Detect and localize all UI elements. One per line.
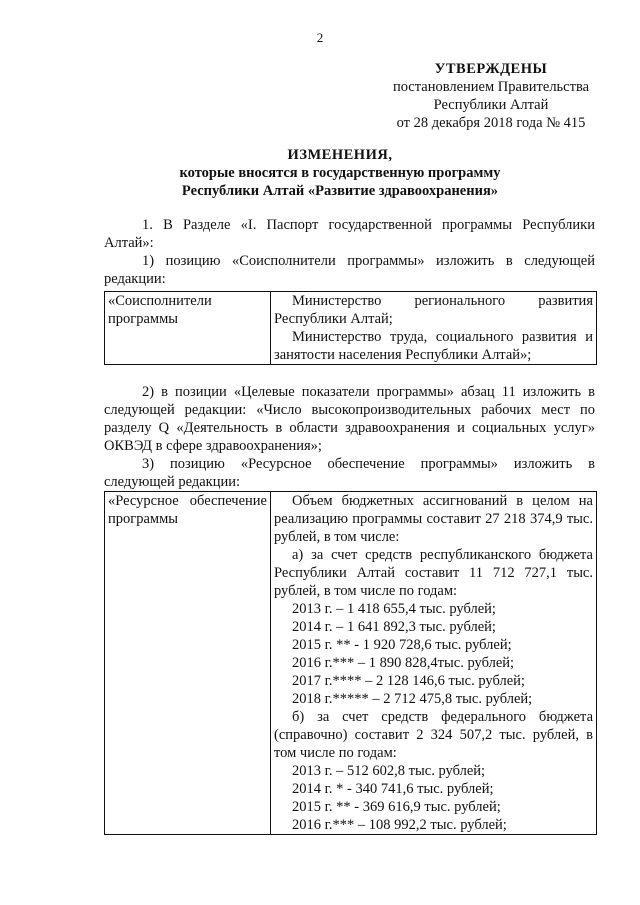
resources-intro: Объем бюджетных ассигнований в целом на реализацию программы составит 27 218 374,9 тыс. рублей, в том числе: <box>274 493 593 545</box>
section-b: б) за счет средств федерального бюджета (справочно) составит 2 324 507,2 тыс. рублей, в том числе по годам: <box>274 709 593 761</box>
year-line: 2013 г. – 1 418 655,4 тыс. рублей; <box>292 601 496 617</box>
year-line: 2015 г. ** - 1 920 728,6 тыс. рублей; <box>292 637 512 653</box>
approval-line: Республики Алтай <box>433 97 549 113</box>
approval-line: постановлением Правительства <box>392 79 590 95</box>
year-line: 2014 г. – 1 641 892,3 тыс. рублей; <box>292 619 496 635</box>
heading-subtitle: которые вносятся в государственную программу <box>179 165 501 181</box>
table-row <box>105 292 597 365</box>
year-line: 2016 г.*** – 108 992,2 тыс. рублей; <box>292 817 507 833</box>
coexecutor-item: Министерство регионального развития Республики Алтай; <box>274 293 593 327</box>
resources-label: «Ресурсное обеспечение программы <box>108 493 267 527</box>
page-number: 2 <box>316 30 324 45</box>
paragraph-2: 1) позицию «Соисполнители программы» изложить в следующей редакции: <box>104 253 595 287</box>
table-label-cell <box>105 292 271 365</box>
year-line: 2018 г.***** – 2 712 475,8 тыс. рублей; <box>292 691 533 707</box>
approval-block <box>380 60 602 132</box>
year-line: 2016 г.*** – 1 890 828,4тыс. рублей; <box>292 655 515 671</box>
coexecutor-item: Министерство труда, социального развития и занятости населения Республики Алтай»; <box>274 329 593 363</box>
table-row <box>105 492 597 835</box>
table-value-cell <box>271 492 597 835</box>
paragraph-1: 1. В Разделе «I. Паспорт государственной программы Республики Алтай»: <box>104 217 595 251</box>
year-line: 2017 г.**** – 2 128 146,6 тыс. рублей; <box>292 673 525 689</box>
heading-subtitle: Республики Алтай «Развитие здравоохранения» <box>181 183 499 199</box>
table-label-cell <box>105 492 271 835</box>
approval-line: от 28 декабря 2018 года № 415 <box>396 115 586 131</box>
paragraph-3: 2) в позиции «Целевые показатели программы» абзац 11 изложить в следующей редакции: «Число высокопроизводительных рабочих мест по разделу Q «Деятельность в области здравоохранения и социальных услуг» ОКВЭД в сфере здравоохранения»; <box>104 384 595 454</box>
table-value-cell <box>271 292 597 365</box>
section-a: а) за счет средств республиканского бюджета Республики Алтай составит 11 712 727,1 тыс. рублей, в том числе по годам: <box>274 547 593 599</box>
year-line: 2013 г. – 512 602,8 тыс. рублей; <box>292 763 486 779</box>
document-heading <box>90 146 590 200</box>
paragraph-4: 3) позицию «Ресурсное обеспечение программы» изложить в следующей редакции: <box>104 456 595 490</box>
coexecutors-label: «Соисполнители программы <box>108 293 212 327</box>
coexecutors-table <box>104 291 597 365</box>
year-line: 2015 г. ** - 369 616,9 тыс. рублей; <box>292 799 501 815</box>
approval-title: УТВЕРЖДЕНЫ <box>434 61 548 77</box>
year-line: 2014 г. * - 340 741,6 тыс. рублей; <box>292 781 494 797</box>
heading-title: ИЗМЕНЕНИЯ, <box>287 147 393 163</box>
resources-table <box>104 491 597 835</box>
